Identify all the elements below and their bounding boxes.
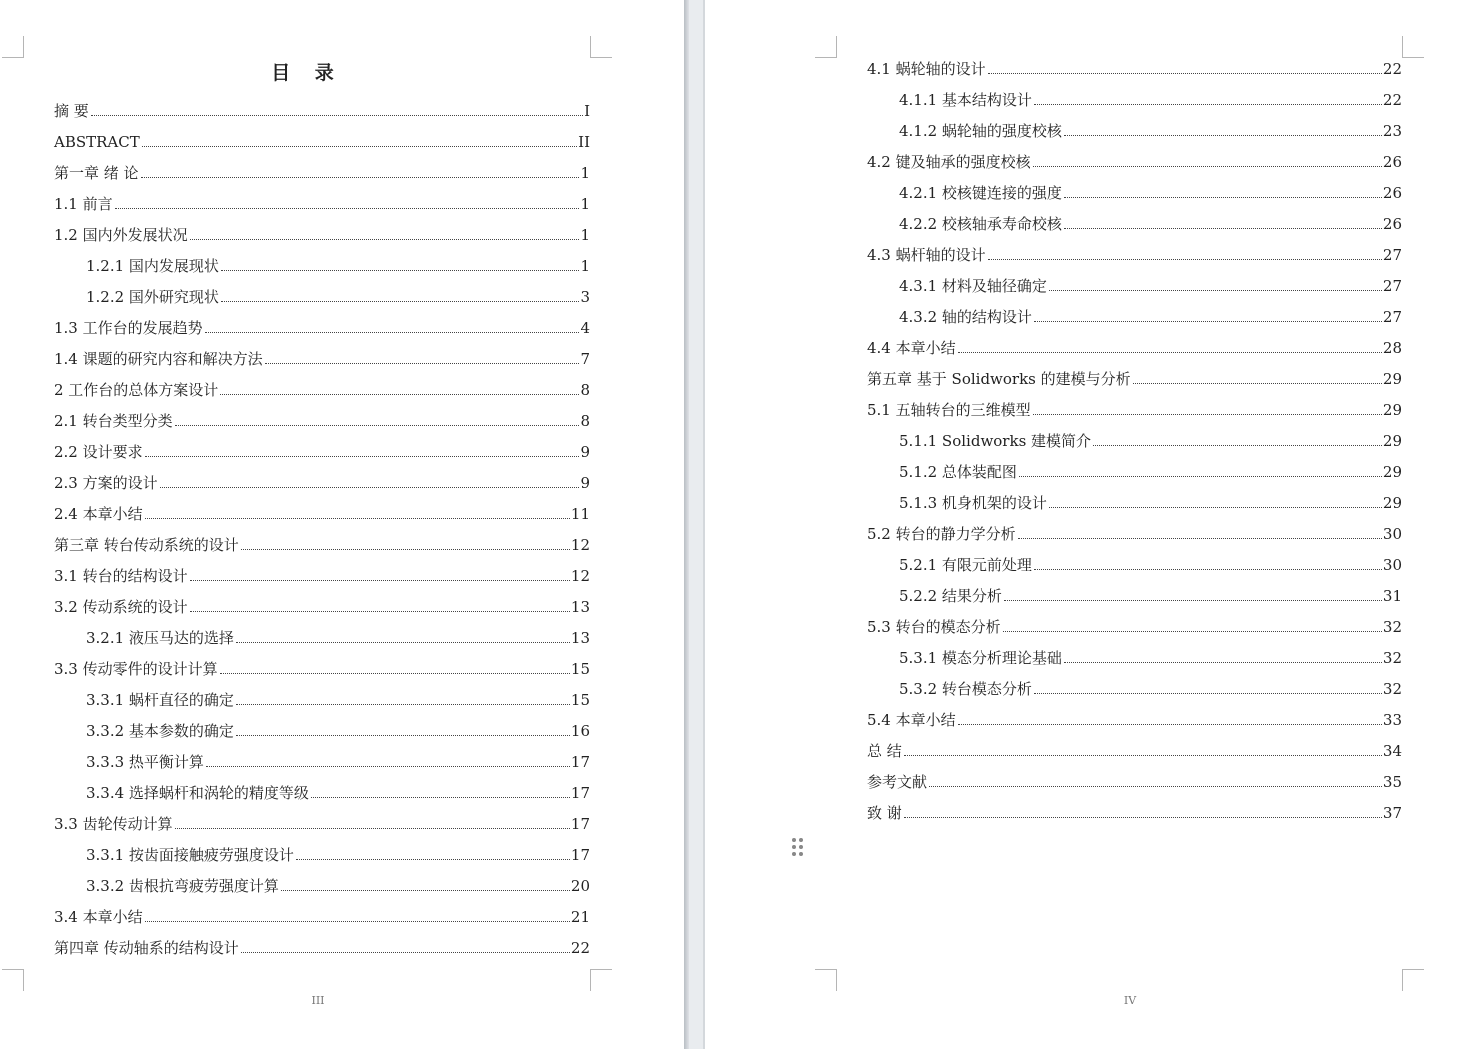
toc-entry-label: 1.2.2 国外研究现状 [86,288,219,306]
toc-entry-page: 13 [570,629,590,647]
toc-entry[interactable] [54,898,590,929]
toc-entry[interactable] [54,681,590,712]
page-corner-mark [2,36,24,58]
toc-dot-leader [190,238,580,240]
toc-entry[interactable] [54,836,590,867]
toc-entry-label: 2.3 方案的设计 [54,474,158,492]
toc-dot-leader [145,517,570,519]
page-corner-mark [590,36,612,58]
toc-entry-page: 4 [580,319,590,337]
toc-entry-page: 29 [1382,432,1402,450]
toc-entry-page: 28 [1382,339,1402,357]
toc-dot-leader [1064,661,1382,663]
toc-entry-page: 23 [1382,122,1402,140]
page-number: III [311,994,325,1007]
toc-entry-label: 5.1.3 机身机架的设计 [899,494,1047,512]
toc-dot-leader [1064,196,1382,198]
toc-entry-page: 9 [580,443,590,461]
toc-entry-page: 22 [570,939,590,957]
page-gutter [684,0,705,1049]
toc-entry-label: 摘 要 [54,102,89,120]
toc-entry-page: 33 [1382,711,1402,729]
page-corner-mark [815,36,837,58]
toc-entry[interactable] [867,205,1402,236]
toc-entry-label: 5.4 本章小结 [867,711,956,729]
toc-entry-page: 11 [570,505,590,523]
toc-entry[interactable] [54,588,590,619]
toc-entry-label: 5.1.2 总体装配图 [899,463,1017,481]
toc-entry-page: 30 [1382,525,1402,543]
toc-entry-label: 总 结 [867,742,902,760]
toc-dot-leader [1004,599,1382,601]
toc-entry-label: 5.3.2 转台模态分析 [899,680,1032,698]
toc-entry[interactable] [54,619,590,650]
toc-entry[interactable] [54,154,590,185]
toc-entry[interactable] [54,774,590,805]
toc-dot-leader [1049,506,1382,508]
toc-entry-page: 17 [570,784,590,802]
toc-dot-leader [236,703,570,705]
toc-entry-page: 8 [580,412,590,430]
toc-entry-label: 3.2 传动系统的设计 [54,598,188,616]
toc-entry-label: 5.3 转台的模态分析 [867,618,1001,636]
toc-dot-leader [958,723,1382,725]
toc-dot-leader [988,258,1382,260]
toc-entry-page: 1 [580,226,590,244]
toc-entry[interactable] [867,701,1402,732]
toc-dot-leader [1093,444,1382,446]
toc-dot-leader [145,920,570,922]
toc-entry-label: 3.1 转台的结构设计 [54,567,188,585]
toc-entry-label: 1.3 工作台的发展趋势 [54,319,203,337]
toc-dot-leader [1049,289,1382,291]
toc-entry-label: ABSTRACT [54,133,140,151]
toc-entry[interactable] [867,670,1402,701]
toc-dot-leader [929,785,1382,787]
toc-dot-leader [1064,134,1382,136]
toc-entry-label: 4.2.1 校核键连接的强度 [899,184,1062,202]
toc-entry-label: 4.3 蜗杆轴的设计 [867,246,986,264]
toc-entry-page: 37 [1382,804,1402,822]
toc-entry-label: 第一章 绪 论 [54,164,139,182]
toc-entry-label: 参考文献 [867,773,928,791]
toc-dot-leader [145,455,580,457]
toc-entry-label: 4.2 键及轴承的强度校核 [867,153,1031,171]
toc-entry-page: 26 [1382,215,1402,233]
toc-dot-leader [311,796,570,798]
toc-entry[interactable] [54,371,590,402]
toc-dot-leader [190,579,570,581]
toc-entry-page: 1 [580,195,590,213]
toc-entry-page: 17 [570,753,590,771]
toc-dot-leader [220,393,579,395]
toc-entry-page: 26 [1382,153,1402,171]
toc-entry-label: 第四章 传动轴系的结构设计 [54,939,239,957]
toc-entry-page: 31 [1382,587,1402,605]
toc-dot-leader [1033,413,1382,415]
toc-entry[interactable] [54,464,590,495]
toc-entry[interactable] [867,236,1402,267]
toc-entry-page: 32 [1382,649,1402,667]
toc-entry-page: 30 [1382,556,1402,574]
toc-entry-page: 22 [1382,91,1402,109]
toc-entry-label: 3.3.4 选择蜗杆和涡轮的精度等级 [86,784,309,802]
toc-dot-leader [1034,692,1382,694]
toc-entry-label: 4.3.2 轴的结构设计 [899,308,1032,326]
toc-entry-page: 32 [1382,680,1402,698]
toc-entry-label: 2.2 设计要求 [54,443,143,461]
toc-entry[interactable] [867,732,1402,763]
toc-entry-label: 4.2.2 校核轴承寿命校核 [899,215,1062,233]
toc-entry[interactable] [867,81,1402,112]
toc-dot-leader [221,300,580,302]
toc-entry-page: 29 [1382,494,1402,512]
toc-entry-page: 26 [1382,184,1402,202]
toc-entry[interactable] [54,805,590,836]
toc-entry-label: 5.2 转台的静力学分析 [867,525,1016,543]
toc-entry-page: 3 [580,288,590,306]
toc-entry-label: 5.2.2 结果分析 [899,587,1002,605]
toc-dot-leader [1018,537,1382,539]
toc-dot-leader [236,641,570,643]
toc-entry-page: 13 [570,598,590,616]
toc-entry[interactable] [54,495,590,526]
toc-entry-page: 1 [580,164,590,182]
toc-entry-label: 4.1.2 蜗轮轴的强度校核 [899,122,1062,140]
toc-entry-page: 7 [580,350,590,368]
toc-entry-page: 8 [580,381,590,399]
toc-entry[interactable] [54,867,590,898]
toc-entry-label: 致 谢 [867,804,902,822]
toc-entry-page: 20 [570,877,590,895]
toc-entry-label: 2.1 转台类型分类 [54,412,173,430]
toc-entry[interactable] [867,794,1402,825]
toc-entry[interactable] [867,546,1402,577]
toc-dot-leader [160,486,580,488]
toc-entry-label: 1.4 课题的研究内容和解决方法 [54,350,263,368]
toc-entry[interactable] [54,185,590,216]
toc-entry-label: 3.3.3 热平衡计算 [86,753,204,771]
toc-entry-label: 2 工作台的总体方案设计 [54,381,219,399]
toc-dot-leader [115,207,580,209]
toc-list-right [867,50,1402,825]
toc-entry-label: 5.2.1 有限元前处理 [899,556,1032,574]
toc-entry[interactable] [54,247,590,278]
toc-entry[interactable] [54,743,590,774]
toc-entry[interactable] [867,143,1402,174]
toc-entry[interactable] [867,422,1402,453]
toc-dot-leader [206,765,570,767]
toc-entry[interactable] [867,763,1402,794]
toc-dot-leader [205,331,580,333]
toc-dot-leader [296,858,570,860]
toc-dot-leader [1133,382,1382,384]
toc-dot-leader [190,610,570,612]
toc-dot-leader [958,351,1382,353]
toc-entry-page: 15 [570,660,590,678]
toc-entry-page: 29 [1382,401,1402,419]
toc-entry-label: 3.3.1 按齿面接触疲劳强度设计 [86,846,294,864]
toc-entry-page: 17 [570,846,590,864]
page-corner-mark [1402,36,1424,58]
toc-entry[interactable] [867,112,1402,143]
toc-dot-leader [1003,630,1382,632]
toc-dot-leader [91,114,583,116]
toc-entry[interactable] [867,608,1402,639]
toc-entry-label: 3.3.2 基本参数的确定 [86,722,234,740]
toc-entry[interactable] [54,216,590,247]
toc-entry-label: 1.2.1 国内发展现状 [86,257,219,275]
toc-dot-leader [904,816,1382,818]
toc-entry-label: 5.1 五轴转台的三维模型 [867,401,1031,419]
toc-entry[interactable] [867,360,1402,391]
toc-entry[interactable] [867,484,1402,515]
page-corner-mark [1402,969,1424,991]
toc-entry[interactable] [867,639,1402,670]
document-page-right [705,0,1470,1049]
toc-entry[interactable] [867,515,1402,546]
toc-entry-label: 3.2.1 液压马达的选择 [86,629,234,647]
toc-entry[interactable] [54,123,590,154]
toc-entry[interactable] [54,929,590,960]
toc-entry-page: 27 [1382,308,1402,326]
toc-dot-leader [220,672,570,674]
toc-entry-label: 4.1.1 基本结构设计 [899,91,1032,109]
toc-entry-page: 27 [1382,277,1402,295]
toc-entry[interactable] [54,650,590,681]
toc-entry-page: 1 [580,257,590,275]
toc-dot-leader [1033,165,1382,167]
toc-entry[interactable] [54,278,590,309]
toc-entry[interactable] [867,50,1402,81]
toc-entry-page: 15 [570,691,590,709]
toc-entry-page: 29 [1382,370,1402,388]
toc-entry-label: 4.4 本章小结 [867,339,956,357]
page-corner-mark [2,969,24,991]
toc-dot-leader [1064,227,1382,229]
toc-dot-leader [241,548,570,550]
toc-dot-leader [988,72,1382,74]
toc-dot-leader [141,176,580,178]
toc-heading: 目 录 [271,62,343,84]
toc-entry-label: 3.3.2 齿根抗弯疲劳强度计算 [86,877,279,895]
toc-entry-label: 3.3 传动零件的设计计算 [54,660,218,678]
toc-entry-page: 21 [570,908,590,926]
toc-entry[interactable] [867,329,1402,360]
toc-entry-label: 4.1 蜗轮轴的设计 [867,60,986,78]
toc-dot-leader [236,734,570,736]
toc-dot-leader [175,827,570,829]
toc-entry[interactable] [867,453,1402,484]
toc-dot-leader [1034,568,1382,570]
toc-entry-page: 35 [1382,773,1402,791]
toc-dot-leader [142,145,577,147]
toc-dot-leader [1034,103,1382,105]
toc-entry[interactable] [54,309,590,340]
toc-entry[interactable] [867,267,1402,298]
toc-dot-leader [904,754,1382,756]
toc-entry-label: 第三章 转台传动系统的设计 [54,536,239,554]
toc-list-left [54,92,590,960]
toc-entry-label: 1.1 前言 [54,195,113,213]
toc-entry-page: 12 [570,567,590,585]
toc-entry[interactable] [54,526,590,557]
toc-entry[interactable] [54,340,590,371]
toc-entry[interactable] [54,712,590,743]
toc-entry[interactable] [867,174,1402,205]
toc-entry-page: II [578,133,590,151]
toc-entry-page: 16 [570,722,590,740]
toc-entry[interactable] [867,577,1402,608]
toc-entry-label: 4.3.1 材料及轴径确定 [899,277,1047,295]
toc-entry-label: 第五章 基于 Solidworks 的建模与分析 [867,370,1131,388]
toc-entry-label: 5.1.1 Solidworks 建模简介 [899,432,1092,450]
page-corner-mark [590,969,612,991]
toc-entry-page: 27 [1382,246,1402,264]
toc-entry[interactable] [54,402,590,433]
toc-entry-page: 9 [580,474,590,492]
toc-entry-label: 3.3 齿轮传动计算 [54,815,173,833]
toc-dot-leader [221,269,580,271]
toc-entry[interactable] [54,433,590,464]
toc-dot-leader [1034,320,1382,322]
toc-entry-page: 22 [1382,60,1402,78]
page-number: IV [1123,994,1137,1007]
toc-entry-page: 12 [570,536,590,554]
toc-dot-leader [175,424,580,426]
page-corner-mark [815,969,837,991]
toc-entry[interactable] [867,298,1402,329]
toc-dot-leader [281,889,570,891]
toc-dot-leader [241,951,570,953]
toc-entry-label: 1.2 国内外发展状况 [54,226,188,244]
document-page-left [0,0,684,1049]
toc-entry-page: I [584,102,590,120]
toc-entry-label: 3.4 本章小结 [54,908,143,926]
toc-entry[interactable] [54,557,590,588]
drag-handle-icon[interactable] [792,838,804,858]
toc-entry-page: 34 [1382,742,1402,760]
toc-entry[interactable] [867,391,1402,422]
toc-entry-page: 17 [570,815,590,833]
toc-dot-leader [265,362,580,364]
toc-dot-leader [1019,475,1382,477]
toc-entry[interactable] [54,92,590,123]
toc-entry-page: 32 [1382,618,1402,636]
toc-entry-label: 5.3.1 模态分析理论基础 [899,649,1062,667]
toc-entry-page: 29 [1382,463,1402,481]
toc-entry-label: 2.4 本章小结 [54,505,143,523]
toc-entry-label: 3.3.1 蜗杆直径的确定 [86,691,234,709]
